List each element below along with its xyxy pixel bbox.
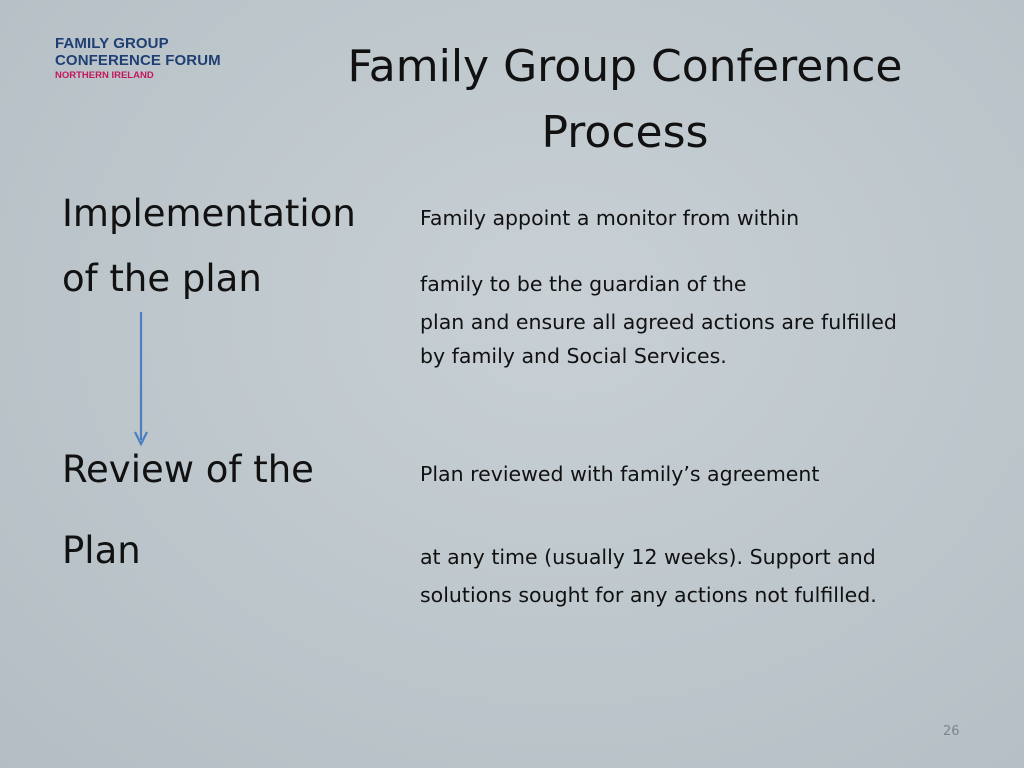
- forum-logo: [55, 36, 221, 81]
- section1-body-line-4: by family and Social Services.: [420, 344, 727, 368]
- title-line-1: Family Group Conference: [347, 41, 903, 92]
- slide-title: [300, 34, 950, 166]
- section2-body-line-2: at any time (usually 12 weeks). Support and: [420, 545, 876, 569]
- section2-heading-line-1: Review of the: [62, 448, 314, 491]
- logo-line-3: NORTHERN IRELAND: [55, 70, 154, 81]
- down-arrow-icon: [130, 310, 154, 450]
- title-line-2: Process: [541, 107, 709, 158]
- section1-heading-line-2: of the plan: [62, 257, 262, 300]
- section1-heading-line-1: Implementation: [62, 192, 356, 235]
- section2-heading-line-2: Plan: [62, 529, 141, 572]
- section1-body-line-2: family to be the guardian of the: [420, 272, 747, 296]
- logo-line-1: FAMILY GROUP: [55, 35, 169, 52]
- section1-body-line-3: plan and ensure all agreed actions are fulfilled: [420, 310, 897, 334]
- section1-body-line-1: Family appoint a monitor from within: [420, 206, 800, 230]
- logo-line-2: CONFERENCE FORUM: [55, 52, 221, 69]
- section2-body-line-3: solutions sought for any actions not fulfilled.: [420, 583, 877, 607]
- section2-body-line-1: Plan reviewed with family’s agreement: [420, 462, 820, 486]
- page-number: 26: [943, 724, 960, 739]
